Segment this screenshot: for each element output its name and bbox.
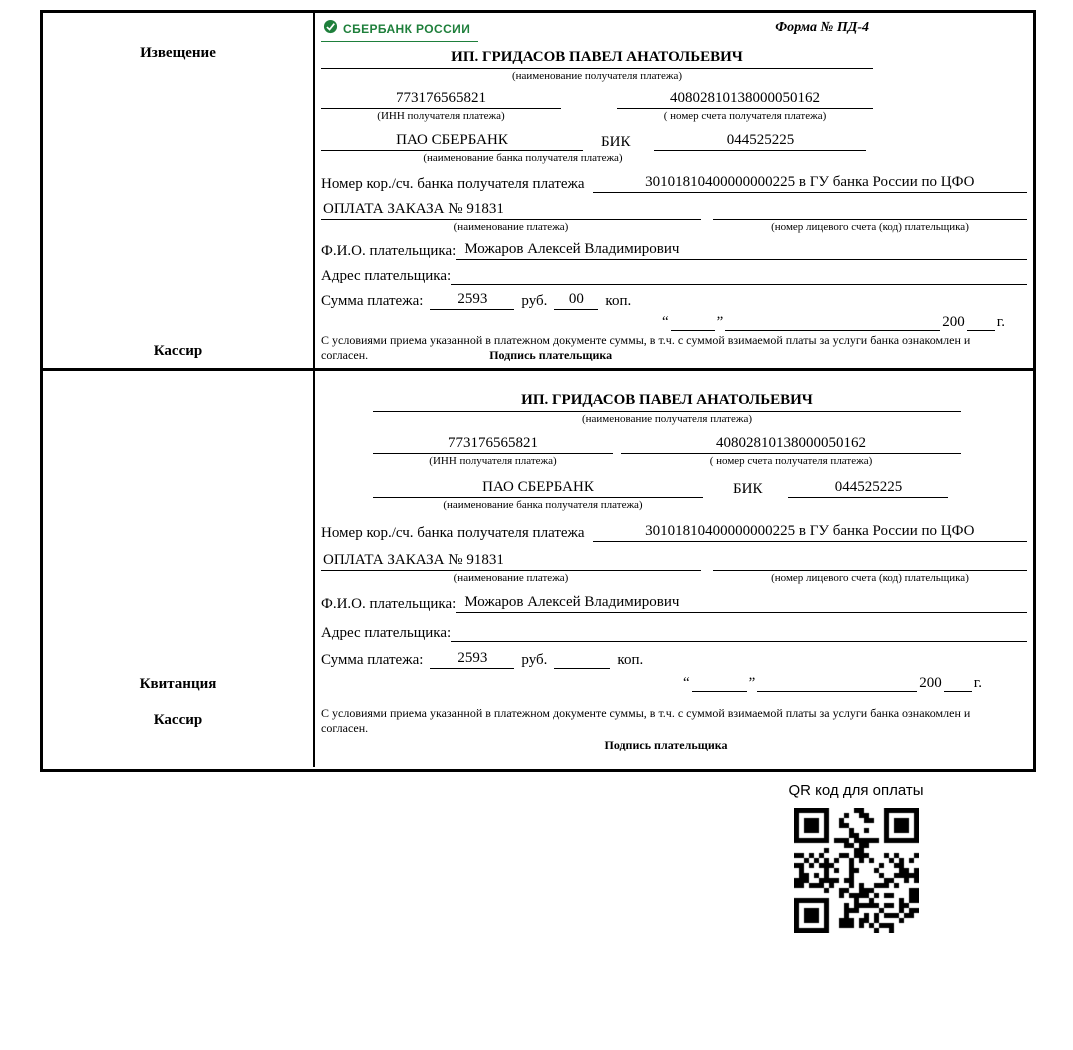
year-prefix: 200 xyxy=(942,314,965,330)
cashier-label: Кассир xyxy=(153,343,203,359)
signature-label: Подпись плательщика xyxy=(604,738,728,752)
payer-name-value: Можаров Алексей Владимирович xyxy=(456,592,1027,613)
year-prefix: 200 xyxy=(919,675,942,691)
quote-close: ” xyxy=(748,675,756,691)
receipt-label: Квитанция xyxy=(139,676,217,692)
sum-kop-value xyxy=(554,648,610,669)
receipt-section xyxy=(43,371,1033,767)
sberbank-logo xyxy=(321,18,478,42)
bank-name-value: ПАО СБЕРБАНК xyxy=(373,477,703,498)
bik-label: БИК xyxy=(601,134,631,150)
sum-label: Сумма платежа: xyxy=(321,652,424,668)
bank-name-value: ПАО СБЕРБАНК xyxy=(321,130,583,151)
notice-stub-column xyxy=(43,13,315,368)
inn-value: 773176565821 xyxy=(321,88,561,109)
payment-purpose-value: ОПЛАТА ЗАКАЗА № 91831 xyxy=(321,199,701,220)
pd4-payment-form xyxy=(40,10,1036,772)
qr-code xyxy=(794,808,919,933)
account-value: 40802810138000050162 xyxy=(617,88,873,109)
payment-purpose-value: ОПЛАТА ЗАКАЗА № 91831 xyxy=(321,550,701,571)
sberbank-logo-text: СБЕРБАНК РОССИИ xyxy=(343,22,471,36)
rub-label: руб. xyxy=(521,652,548,668)
bank-caption: (наименование банка получателя платежа) xyxy=(423,152,623,164)
account-caption: ( номер счета получателя платежа) xyxy=(663,110,827,122)
recipient-name: ИП. ГРИДАСОВ ПАВЕЛ АНАТОЛЬЕВИЧ xyxy=(373,390,961,412)
month-blank xyxy=(757,675,917,692)
cashier-label: Кассир xyxy=(153,712,203,728)
payment-caption: (наименование платежа) xyxy=(453,572,569,584)
recipient-caption: (наименование получателя платежа) xyxy=(581,413,753,425)
account-caption: ( номер счета получателя платежа) xyxy=(709,455,873,467)
terms-text: С условиями приема указанной в платежном документе суммы, в т.ч. с суммой взимаемой платы за услуги банка ознакомлен и согласен. xyxy=(321,706,971,735)
corr-account-label: Номер кор./сч. банка получателя платежа xyxy=(321,525,585,541)
payer-name-value: Можаров Алексей Владимирович xyxy=(456,239,1027,260)
bik-value: 044525225 xyxy=(788,477,948,498)
receipt-body xyxy=(315,371,1033,767)
payer-name-label: Ф.И.О. плательщика: xyxy=(321,596,457,612)
month-blank xyxy=(725,314,940,331)
payer-code-caption: (номер лицевого счета (код) плательщика) xyxy=(771,221,969,233)
inn-value: 773176565821 xyxy=(373,433,613,454)
terms-block xyxy=(321,333,981,363)
payer-address-value xyxy=(451,264,1027,285)
payer-code-caption: (номер лицевого счета (код) плательщика) xyxy=(771,572,969,584)
date-line xyxy=(321,675,1027,692)
terms-text: С условиями приема указанной в платежном документе суммы, в т.ч. с суммой взимаемой платы за услуги банка ознакомлен и согласен. xyxy=(321,333,971,362)
signature-label: Подпись плательщика xyxy=(489,348,613,362)
kop-label: коп. xyxy=(605,293,632,309)
kop-label: коп. xyxy=(617,652,644,668)
sum-kop-value: 00 xyxy=(554,289,598,310)
payment-caption: (наименование платежа) xyxy=(453,221,569,233)
inn-caption: (ИНН получателя платежа) xyxy=(377,110,505,122)
form-number: Форма № ПД-4 xyxy=(775,20,869,35)
notice-label: Извещение xyxy=(140,45,216,61)
qr-label: QR код для оплаты xyxy=(788,782,924,799)
bik-value: 044525225 xyxy=(654,130,866,151)
corr-account-label: Номер кор./сч. банка получателя платежа xyxy=(321,176,585,192)
quote-close: ” xyxy=(716,314,724,330)
account-value: 40802810138000050162 xyxy=(621,433,961,454)
date-line xyxy=(321,314,1027,331)
notice-body xyxy=(315,13,1033,368)
year-suffix: г. xyxy=(973,675,982,691)
sberbank-icon xyxy=(323,19,338,39)
sum-rub-value: 2593 xyxy=(430,289,514,310)
sum-label: Сумма платежа: xyxy=(321,293,424,309)
qr-payment-block xyxy=(788,782,924,933)
payer-address-label: Адрес плательщика: xyxy=(321,625,452,641)
year-blank xyxy=(967,314,995,331)
payer-address-value xyxy=(451,621,1027,642)
payer-code-line xyxy=(713,550,1027,571)
quote-open: “ xyxy=(661,314,669,330)
year-blank xyxy=(944,675,972,692)
recipient-caption: (наименование получателя платежа) xyxy=(511,70,683,82)
inn-caption: (ИНН получателя платежа) xyxy=(429,455,557,467)
corr-account-value: 30101810400000000225 в ГУ банка России по ЦФО xyxy=(593,521,1027,542)
year-suffix: г. xyxy=(996,314,1005,330)
corr-account-value: 30101810400000000225 в ГУ банка России по ЦФО xyxy=(593,172,1027,193)
sum-rub-value: 2593 xyxy=(430,648,514,669)
payer-address-label: Адрес плательщика: xyxy=(321,268,452,284)
bik-label: БИК xyxy=(733,481,763,497)
payer-code-line xyxy=(713,199,1027,220)
recipient-name: ИП. ГРИДАСОВ ПАВЕЛ АНАТОЛЬЕВИЧ xyxy=(321,47,873,69)
notice-section xyxy=(43,13,1033,371)
header-row xyxy=(321,18,873,46)
terms-block xyxy=(321,706,981,736)
quote-open: “ xyxy=(682,675,690,691)
receipt-stub-column xyxy=(43,371,315,767)
day-blank xyxy=(671,314,715,331)
day-blank xyxy=(692,675,747,692)
payer-name-label: Ф.И.О. плательщика: xyxy=(321,243,457,259)
bank-caption: (наименование банка получателя платежа) xyxy=(443,499,643,511)
rub-label: руб. xyxy=(521,293,548,309)
